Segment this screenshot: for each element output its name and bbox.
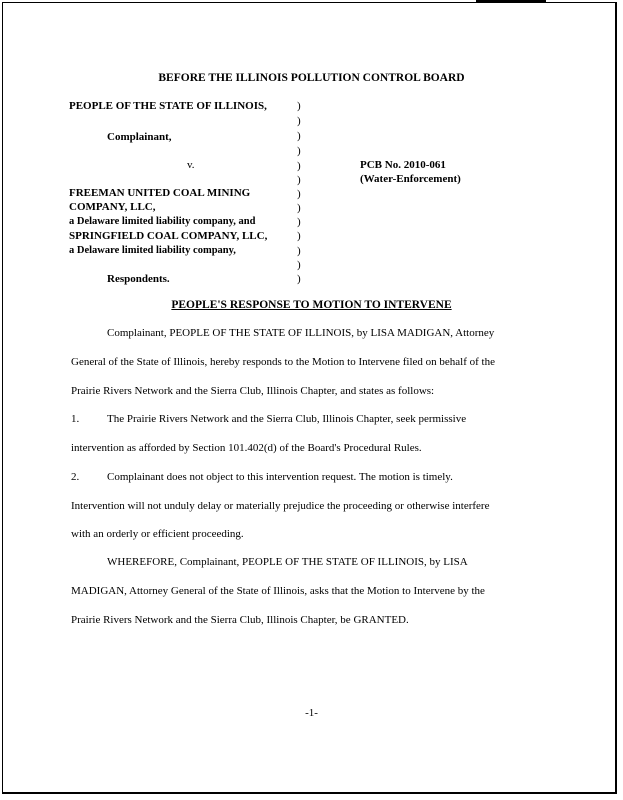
intro-line: General of the State of Illinois, hereby responds to the Motion to Intervene filed on behalf of the [71,356,495,368]
defendant2-name: SPRINGFIELD COAL COMPANY, LLC, [69,230,268,242]
defendant1-name-line1: FREEMAN UNITED COAL MINING [69,187,251,199]
item-line: with an orderly or efficient proceeding. [71,528,244,540]
wherefore-line: WHEREFORE, Complainant, PEOPLE OF THE STATE OF ILLINOIS, by LISA [107,556,468,568]
caption-paren: ) [297,216,301,228]
page-number: -1- [305,707,318,719]
intro-line: Prairie Rivers Network and the Sierra Club, Illinois Chapter, and states as follows: [71,385,435,397]
item-number: 1. [71,413,80,425]
case-type: (Water-Enforcement) [360,173,461,185]
case-number: PCB No. 2010-061 [360,159,446,171]
document-title: PEOPLE'S RESPONSE TO MOTION TO INTERVENE [171,299,452,311]
defendant-role: Respondents. [107,273,170,285]
caption-paren: ) [297,230,301,242]
plaintiff-role: Complainant, [107,131,172,143]
item-number: 2. [71,471,80,483]
defendant1-description: a Delaware limited liability company, and [69,216,256,227]
defendant2-description: a Delaware limited liability company, [69,245,236,256]
court-heading: BEFORE THE ILLINOIS POLLUTION CONTROL BOARD [158,72,465,84]
caption-paren: ) [297,273,301,285]
caption-paren: ) [297,145,301,157]
page-border [2,2,617,794]
item-line: Complainant does not object to this intervention request. The motion is timely. [107,471,453,483]
versus: v. [187,159,195,171]
caption-paren: ) [297,188,301,200]
caption-paren: ) [297,174,301,186]
item-line: Intervention will not unduly delay or materially prejudice the proceeding or otherwise interfere [71,500,490,512]
intro-line: Complainant, PEOPLE OF THE STATE OF ILLINOIS, by LISA MADIGAN, Attorney [107,327,495,339]
caption-paren: ) [297,160,301,172]
item-line: The Prairie Rivers Network and the Sierra Club, Illinois Chapter, seek permissive [107,413,467,425]
wherefore-line: Prairie Rivers Network and the Sierra Club, Illinois Chapter, be GRANTED. [71,614,409,626]
caption-paren: ) [297,130,301,142]
caption-paren: ) [297,100,301,112]
caption-paren: ) [297,245,301,257]
defendant1-name-line2: COMPANY, LLC, [69,201,156,213]
wherefore-line: MADIGAN, Attorney General of the State of Illinois, asks that the Motion to Intervene by the [71,585,485,597]
caption-paren: ) [297,259,301,271]
item-line: intervention as afforded by Section 101.402(d) of the Board's Procedural Rules. [71,442,422,454]
plaintiff-name: PEOPLE OF THE STATE OF ILLINOIS, [69,100,267,112]
caption-paren: ) [297,202,301,214]
caption-paren: ) [297,115,301,127]
